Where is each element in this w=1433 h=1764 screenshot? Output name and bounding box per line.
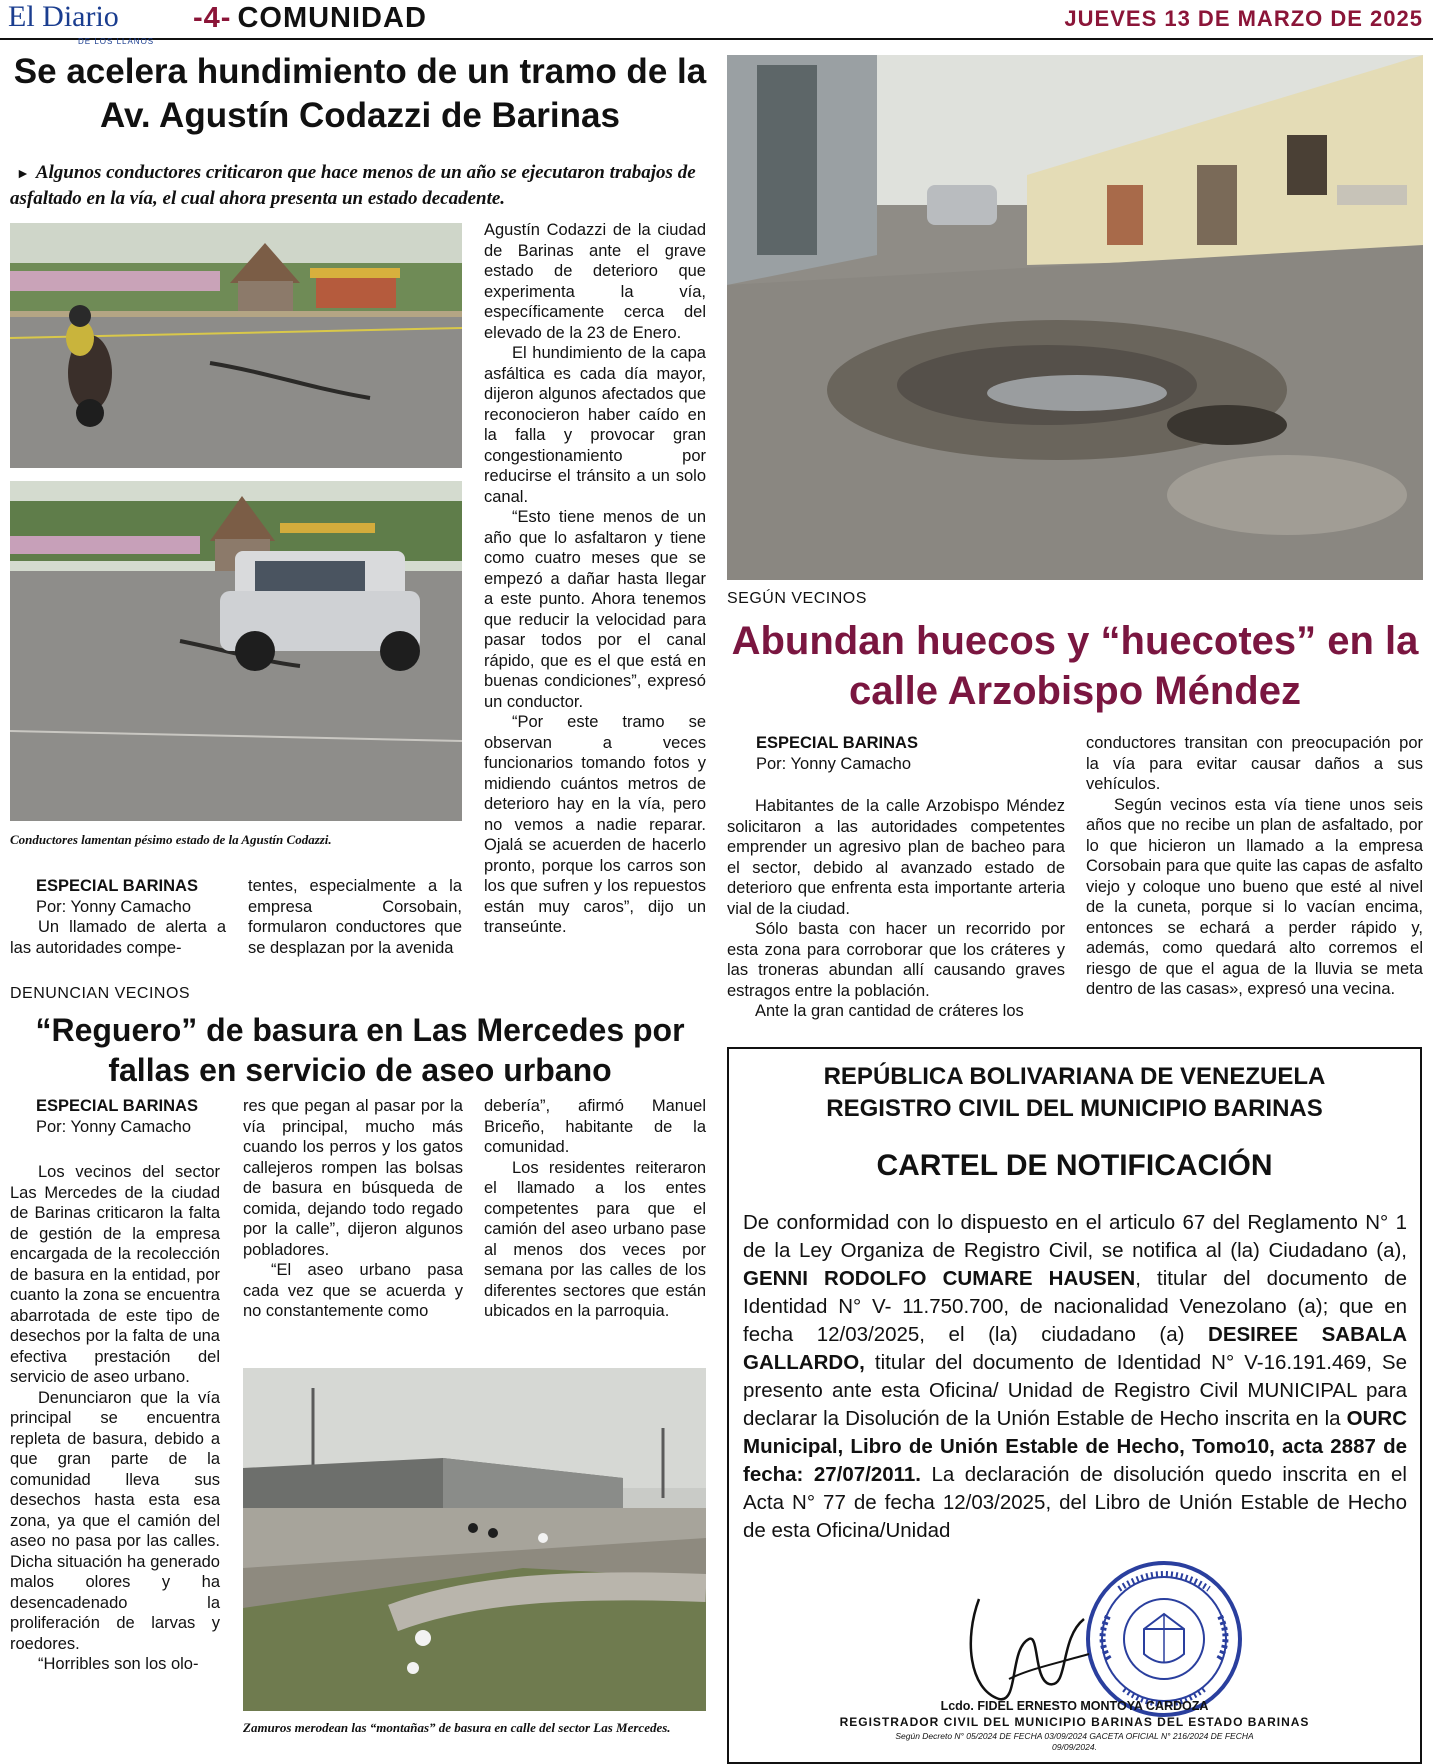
article1-lead (10, 160, 710, 211)
article1-photo-car (10, 481, 462, 821)
article3-paragraph: Denunciaron que la vía principal se encuentra repleta de basura, debido a que gran parte de la comunidad lleva sus desechos hasta esta esa zona, ya que el camión del aseo no pasa por las calles. Dicha situación ha generado malos olores y ha desencadenado la proliferación de larvas y roedores. (10, 1388, 220, 1653)
notice-text: De conformidad con lo dispuesto en el articulo 67 del Reglamento N° 1 de la Ley Organiza de Registro Civil, se notifica al (la) Ciudadano (a), (743, 1211, 1407, 1262)
article1-paragraph: “Esto tiene menos de un año que lo asfaltaron y tiene como cuatro meses que se empezó a dañar hasta llegar a este punto. Ahora tenemos que reducir la velocidad para pasar todos por el canal rápido, que es el que está en buenas condiciones”, expresó un conductor. (484, 508, 706, 711)
notice-body (743, 1209, 1407, 1545)
notified-citizen-name: GENNI RODOLFO CUMARE HAUSEN (743, 1267, 1136, 1290)
article1-column-3 (484, 220, 706, 938)
legal-notice (727, 1047, 1422, 1764)
article2-kicker: SEGÚN VECINOS (727, 590, 867, 607)
masthead (0, 0, 1433, 46)
pothole-street-image (727, 55, 1423, 580)
article1-caption: Conductores lamentan pésimo estado de la Agustín Codazzi. (10, 832, 332, 847)
article1-photo-motorcycle (10, 223, 462, 468)
logo-text: El Diario (8, 0, 119, 33)
article2-byline (756, 733, 1056, 774)
article1-paragraph: El hundimiento de la capa asfáltica es cada día mayor, dijeron algunos afectados que reconocieron haber caído en la falla y provocar gran congestionamiento por reducirse el tránsito a un solo canal. (484, 344, 706, 506)
article3-title: “Reguero” de basura en Las Mercedes por fallas en servicio de aseo urbano (35, 1012, 685, 1088)
page-number: -4- (193, 2, 232, 34)
article2-paragraph: conductores transitan con preocupación por la vía para evitar causar daños a sus vehículos. (1086, 734, 1423, 793)
article3-paragraph: debería”, afirmó Manuel Briceño, habitante de la comunidad. (484, 1097, 706, 1156)
registry-reference: OURC Municipal, Libro de Unión Estable de Hecho, Tomo10, acta 2887 de fecha: 27/07/2011. (743, 1407, 1407, 1486)
article2-agency: ESPECIAL BARINAS (756, 734, 918, 752)
article3-kicker: DENUNCIAN VECINOS (10, 985, 191, 1002)
article3-paragraph: res que pegan al pasar por la vía principal, mucho más cuando los perros y los gatos callejeros rompen las bolsas de basura en búsqueda de comida, dejando todo regado por la calle”, dijeron algunos pobladores. (243, 1097, 463, 1259)
garbage-street-image (243, 1368, 706, 1711)
article1-title: Se acelera hundimiento de un tramo de la Av. Agustín Codazzi de Barinas (13, 52, 707, 135)
article1-column-2 (248, 876, 462, 958)
article3-column-1 (10, 1162, 220, 1675)
article1-paragraph: “Por este tramo se observan a veces funcionarios tomando fotos y midiendo cuántos metros de deterioro hay en la vía, pero no vemos a nadie reparar. Ojalá se acuerden de hacerlo pronto, porque los carros son los que sufren y los repuestos están muy caros”, dijo un transeúnte. (484, 713, 706, 936)
article3-paragraph: “Horribles son los olo- (38, 1655, 199, 1673)
article1-byline (36, 876, 226, 917)
notice-header-line2: REGISTRO CIVIL DEL MUNICIPIO BARINAS (826, 1095, 1323, 1122)
article3-column-2 (243, 1096, 463, 1322)
seal-icon (1084, 1559, 1244, 1719)
article1-paragraph: Un llamado de alerta a las autoridades compe- (10, 918, 226, 957)
article2-paragraph: Sólo basta con hacer un recorrido por esta zona para corroborar que los cráteres y las troneras abundan allí causando graves estragos entre la población. (727, 920, 1065, 1000)
article2-paragraph: Habitantes de la calle Arzobispo Méndez solicitaron a las autoridades competentes emprender un agresivo plan de bacheo para el sector, debido al avanzado estado de deterioro que enfrenta esta importante arteria vial de la ciudad. (727, 797, 1065, 918)
signature-icon (959, 1579, 1099, 1709)
article2-title: Abundan huecos y “huecotes” en la calle Arzobispo Méndez (731, 619, 1419, 713)
notice-text: La declaración de disolución quedo inscrita en el Acta N° 77 de fecha 12/03/2025, del Libro de Unión Estable de Hecho de esta Oficina/Unidad (743, 1463, 1407, 1542)
notice-text: titular del documento de Identidad N° V-16.191.469, Se presento ante esta Oficina/ Unidad de Registro Civil MUNICIPAL para declarar la Disolución de la Unión Estable de Hecho inscrita en la (743, 1351, 1407, 1430)
article3-agency: ESPECIAL BARINAS (36, 1097, 198, 1115)
article3-column-3 (484, 1096, 706, 1322)
section-name: COMUNIDAD (237, 2, 427, 34)
declarant-name: DESIREE SABALA GALLARDO, (743, 1323, 1407, 1374)
logo-subtitle: DE LOS LLANOS (78, 37, 155, 46)
article1-agency: ESPECIAL BARINAS (36, 877, 198, 895)
section-heading (193, 2, 427, 35)
signer-role: REGISTRADOR CIVIL DEL MUNICIPIO BARINAS DEL ESTADO BARINAS (839, 1715, 1310, 1729)
article3-paragraph: Los residentes reiteraron el llamado a los entes competentes para que el camión del aseo urbano pase al menos dos veces por semana por las calles de los diferentes sectores que están ubicados en la parroquia. (484, 1158, 706, 1320)
article2-column-2 (1086, 733, 1423, 1000)
article1-lead-text: Algunos conductores criticaron que hace menos de un año se ejecutaron trabajos de asfaltado en la vía, el cual ahora presenta un estado decadente. (10, 162, 696, 209)
newspaper-logo[interactable] (8, 0, 186, 46)
article3-caption: Zamuros merodean las “montañas” de basura en calle del sector Las Mercedes. (243, 1720, 671, 1735)
road-car-image (10, 481, 462, 821)
article1-paragraph: tentes, especialmente a la empresa Corsobain, formularon conductores que se desplazan por la avenida (248, 877, 462, 957)
official-seal (1084, 1559, 1244, 1719)
arrow-bullet-icon: ► (16, 167, 30, 182)
article2-author: Por: Yonny Camacho (756, 754, 912, 773)
road-motorcycle-image (10, 223, 462, 468)
article3-photo-garbage (243, 1368, 706, 1711)
article2-photo-pothole (727, 55, 1423, 580)
article2-column-1 (727, 796, 1065, 1022)
article1-paragraph: Agustín Codazzi de la ciudad de Barinas ante el grave estado de deterioro que experimenta la vía, específicamente cerca del elevado de la 23 de Enero. (484, 221, 706, 342)
article3-paragraph: “El aseo urbano pasa cada vez que se acuerda y no constantemente como (243, 1261, 463, 1320)
article3-author: Por: Yonny Camacho (36, 1117, 192, 1136)
notice-title: CARTEL DE NOTIFICACIÓN (876, 1149, 1273, 1182)
decree-reference: Según Decreto N° 05/2024 DE FECHA 03/09/2024 GACETA OFICIAL N° 216/2024 DE FECHA (895, 1731, 1254, 1741)
article1-author: Por: Yonny Camacho (36, 897, 192, 916)
handwritten-signature (959, 1579, 1099, 1709)
article3-paragraph: Los vecinos del sector Las Mercedes de la ciudad de Barinas criticaron la falta de gestión de la empresa encargada de la recolección de basura en la entidad, por cuanto la zona se encuentra abarrotada de este tipo de desechos por la falta de una efectiva prestación del servicio de aseo urbano. (10, 1163, 220, 1386)
article2-paragraph: Según vecinos esta vía tiene unos seis años que no recibe un plan de asfaltado, por lo que hicieron un llamado a la empresa Corsobain para que quite las capas de asfalto viejo y coloque uno bueno que esté al nivel de la cuneta, porque si lo vacían encima, entonces se echará a perder rápido y, además, como quedará alto corremos el riesgo de que el agua de la lluvia se meta dentro de las casas», expresó una vecina. (1086, 795, 1423, 998)
notice-text: , titular del documento de Identidad N° V- 11.750.700, de nacionalidad Venezolano (a); que en fecha 12/03/2025, el (la) ciudadano (a) (743, 1267, 1407, 1346)
article3-byline (36, 1096, 226, 1137)
signer-name: Lcdo. FIDEL ERNESTO MONTOYA CARDOZA (940, 1699, 1209, 1713)
article1-column-1 (10, 917, 226, 958)
issue-date: JUEVES 13 DE MARZO DE 2025 (1064, 6, 1423, 31)
notice-header-line1: REPÚBLICA BOLIVARIANA DE VENEZUELA (823, 1063, 1326, 1090)
article2-paragraph: Ante la gran cantidad de cráteres los (755, 1002, 1024, 1020)
decree-reference-date: 09/09/2024. (1052, 1742, 1097, 1752)
